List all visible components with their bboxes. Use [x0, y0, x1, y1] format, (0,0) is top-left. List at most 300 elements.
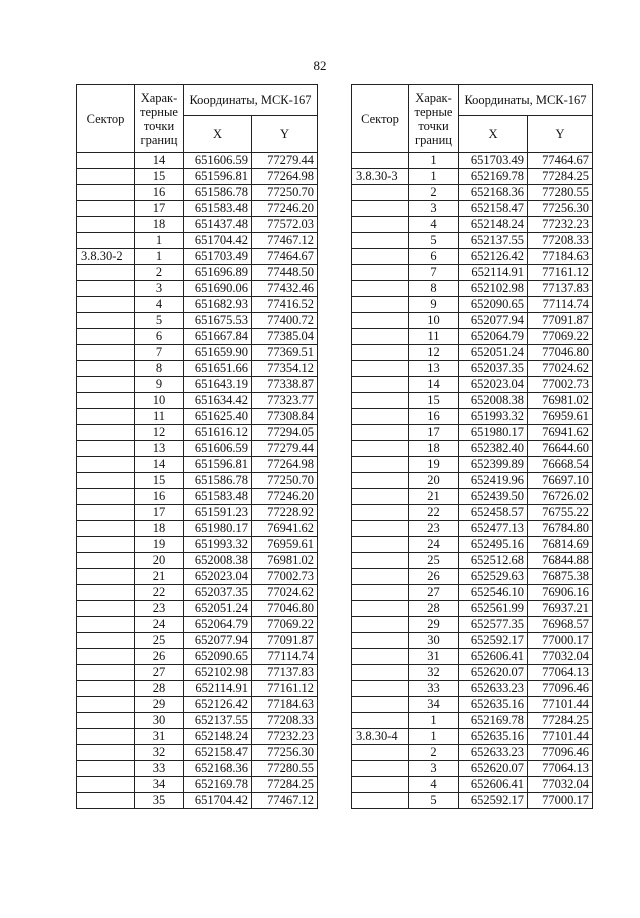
point-number-cell: 15 [135, 473, 184, 489]
sector-cell [352, 569, 409, 585]
x-coordinate-cell: 652477.13 [459, 521, 528, 537]
x-coordinate-cell: 652635.16 [459, 729, 528, 745]
x-coordinate-cell: 652495.16 [459, 537, 528, 553]
point-number-cell: 15 [409, 393, 459, 409]
table-row [352, 521, 593, 537]
point-number-cell: 27 [135, 665, 184, 681]
sector-cell [77, 201, 135, 217]
point-number-cell: 20 [135, 553, 184, 569]
y-coordinate-cell: 76941.62 [528, 425, 593, 441]
sector-cell: 3.8.30-4 [352, 729, 409, 745]
x-coordinate-cell: 652137.55 [459, 233, 528, 249]
sector-cell [77, 345, 135, 361]
point-number-cell: 25 [135, 633, 184, 649]
table-row [352, 697, 593, 713]
x-coordinate-cell: 651675.53 [184, 313, 252, 329]
x-coordinate-cell: 651583.48 [184, 489, 252, 505]
y-coordinate-cell: 77284.25 [528, 169, 593, 185]
y-coordinate-cell: 77137.83 [252, 665, 318, 681]
table-row [77, 345, 318, 361]
point-number-cell: 27 [409, 585, 459, 601]
sector-cell [352, 617, 409, 633]
point-number-cell: 16 [409, 409, 459, 425]
sector-cell [352, 489, 409, 505]
table-row [77, 681, 318, 697]
x-coordinate-cell: 651659.90 [184, 345, 252, 361]
sector-cell [352, 265, 409, 281]
table-row [352, 745, 593, 761]
y-coordinate-cell: 77101.44 [528, 729, 593, 745]
sector-cell [77, 265, 135, 281]
sector-cell [352, 761, 409, 777]
sector-cell [77, 585, 135, 601]
point-number-cell: 7 [135, 345, 184, 361]
point-number-cell: 30 [409, 633, 459, 649]
table-row [352, 601, 593, 617]
sector-cell [77, 329, 135, 345]
point-number-cell: 2 [409, 745, 459, 761]
point-number-cell: 1 [135, 249, 184, 265]
point-number-cell: 31 [409, 649, 459, 665]
point-number-cell: 18 [135, 521, 184, 537]
y-coordinate-cell: 77246.20 [252, 489, 318, 505]
table-row [352, 233, 593, 249]
x-coordinate-cell: 652023.04 [459, 377, 528, 393]
sector-cell [352, 457, 409, 473]
coordinates-table-right [351, 84, 593, 809]
y-coordinate-cell: 76644.60 [528, 441, 593, 457]
sector-cell [77, 185, 135, 201]
y-coordinate-cell: 77354.12 [252, 361, 318, 377]
point-number-cell: 2 [135, 265, 184, 281]
y-coordinate-cell: 77464.67 [528, 153, 593, 169]
y-coordinate-cell: 77114.74 [252, 649, 318, 665]
sector-cell [352, 553, 409, 569]
sector-cell [77, 569, 135, 585]
point-number-cell: 9 [135, 377, 184, 393]
sector-cell [77, 217, 135, 233]
table-row [77, 633, 318, 649]
x-coordinate-cell: 652077.94 [459, 313, 528, 329]
point-number-cell: 10 [409, 313, 459, 329]
x-coordinate-cell: 652090.65 [459, 297, 528, 313]
point-number-cell: 25 [409, 553, 459, 569]
x-coordinate-cell: 651696.89 [184, 265, 252, 281]
sector-cell [77, 777, 135, 793]
sector-cell [77, 153, 135, 169]
y-coordinate-cell: 76755.22 [528, 505, 593, 521]
y-coordinate-cell: 77400.72 [252, 313, 318, 329]
table-row [77, 265, 318, 281]
x-coordinate-cell: 651591.23 [184, 505, 252, 521]
point-number-cell: 34 [409, 697, 459, 713]
sector-cell [352, 249, 409, 265]
sector-cell [352, 665, 409, 681]
x-coordinate-cell: 652051.24 [459, 345, 528, 361]
x-coordinate-cell: 651586.78 [184, 473, 252, 489]
table-row [77, 521, 318, 537]
point-number-cell: 17 [135, 505, 184, 521]
sector-cell [77, 361, 135, 377]
sector-cell [77, 649, 135, 665]
y-coordinate-cell: 77024.62 [252, 585, 318, 601]
sector-cell [352, 201, 409, 217]
y-coordinate-cell: 77208.33 [528, 233, 593, 249]
y-coordinate-cell: 77284.25 [528, 713, 593, 729]
y-coordinate-cell: 77232.23 [528, 217, 593, 233]
y-coordinate-cell: 77096.46 [528, 745, 593, 761]
header-coords: Координаты, МСК-167 [184, 85, 318, 116]
x-coordinate-cell: 652561.99 [459, 601, 528, 617]
header-sector: Сектор [352, 85, 409, 153]
x-coordinate-cell: 652620.07 [459, 665, 528, 681]
x-coordinate-cell: 651606.59 [184, 441, 252, 457]
point-number-cell: 30 [135, 713, 184, 729]
x-coordinate-cell: 651980.17 [184, 521, 252, 537]
point-number-cell: 6 [409, 249, 459, 265]
y-coordinate-cell: 77338.87 [252, 377, 318, 393]
y-coordinate-cell: 77032.04 [528, 777, 593, 793]
sector-cell [352, 313, 409, 329]
x-coordinate-cell: 651703.49 [184, 249, 252, 265]
table-row [352, 617, 593, 633]
point-number-cell: 6 [135, 329, 184, 345]
table-row [77, 361, 318, 377]
y-coordinate-cell: 77064.13 [528, 761, 593, 777]
point-number-cell: 26 [135, 649, 184, 665]
x-coordinate-cell: 652592.17 [459, 793, 528, 809]
point-number-cell: 13 [135, 441, 184, 457]
y-coordinate-cell: 77250.70 [252, 473, 318, 489]
y-coordinate-cell: 76697.10 [528, 473, 593, 489]
point-number-cell: 3 [135, 281, 184, 297]
y-coordinate-cell: 77032.04 [528, 649, 593, 665]
table-row [77, 185, 318, 201]
sector-cell [352, 713, 409, 729]
x-coordinate-cell: 651583.48 [184, 201, 252, 217]
y-coordinate-cell: 76906.16 [528, 585, 593, 601]
sector-cell [352, 441, 409, 457]
point-number-cell: 19 [409, 457, 459, 473]
table-row [77, 473, 318, 489]
y-coordinate-cell: 77448.50 [252, 265, 318, 281]
table-row [352, 153, 593, 169]
point-number-cell: 3 [409, 761, 459, 777]
table-row [77, 377, 318, 393]
point-number-cell: 28 [409, 601, 459, 617]
sector-cell [352, 345, 409, 361]
point-number-cell: 23 [409, 521, 459, 537]
point-number-cell: 5 [135, 313, 184, 329]
sector-cell [77, 409, 135, 425]
point-number-cell: 23 [135, 601, 184, 617]
sector-cell [77, 793, 135, 809]
point-number-cell: 20 [409, 473, 459, 489]
x-coordinate-cell: 652399.89 [459, 457, 528, 473]
sector-cell [352, 745, 409, 761]
y-coordinate-cell: 77308.84 [252, 409, 318, 425]
sector-cell [77, 425, 135, 441]
point-number-cell: 16 [135, 185, 184, 201]
y-coordinate-cell: 77024.62 [528, 361, 593, 377]
point-number-cell: 5 [409, 233, 459, 249]
y-coordinate-cell: 77069.22 [252, 617, 318, 633]
x-coordinate-cell: 652008.38 [184, 553, 252, 569]
x-coordinate-cell: 651625.40 [184, 409, 252, 425]
x-coordinate-cell: 652077.94 [184, 633, 252, 649]
sector-cell: 3.8.30-3 [352, 169, 409, 185]
point-number-cell: 32 [409, 665, 459, 681]
table-body [352, 153, 593, 809]
y-coordinate-cell: 77002.73 [528, 377, 593, 393]
point-number-cell: 4 [409, 217, 459, 233]
table-row [77, 233, 318, 249]
x-coordinate-cell: 652169.78 [184, 777, 252, 793]
table-row [77, 777, 318, 793]
sector-cell [77, 697, 135, 713]
point-number-cell: 33 [409, 681, 459, 697]
sector-cell [77, 601, 135, 617]
point-number-cell: 29 [135, 697, 184, 713]
y-coordinate-cell: 77000.17 [528, 793, 593, 809]
point-number-cell: 19 [135, 537, 184, 553]
x-coordinate-cell: 652439.50 [459, 489, 528, 505]
sector-cell [77, 489, 135, 505]
table-row [352, 281, 593, 297]
x-coordinate-cell: 652037.35 [184, 585, 252, 601]
page-number: 82 [313, 58, 327, 73]
y-coordinate-cell: 77464.67 [252, 249, 318, 265]
table-row [352, 169, 593, 185]
sector-cell [77, 297, 135, 313]
x-coordinate-cell: 652577.35 [459, 617, 528, 633]
point-number-cell: 35 [135, 793, 184, 809]
x-coordinate-cell: 652635.16 [459, 697, 528, 713]
y-coordinate-cell: 77069.22 [528, 329, 593, 345]
header-point: Харак-терные точки границ [135, 85, 184, 153]
y-coordinate-cell: 76959.61 [252, 537, 318, 553]
x-coordinate-cell: 651651.66 [184, 361, 252, 377]
y-coordinate-cell: 77250.70 [252, 185, 318, 201]
y-coordinate-cell: 77264.98 [252, 169, 318, 185]
x-coordinate-cell: 652169.78 [459, 713, 528, 729]
sector-cell [352, 393, 409, 409]
y-coordinate-cell: 77246.20 [252, 201, 318, 217]
table-row [352, 409, 593, 425]
table-row [352, 201, 593, 217]
x-coordinate-cell: 652148.24 [459, 217, 528, 233]
table-row [77, 601, 318, 617]
x-coordinate-cell: 652064.79 [459, 329, 528, 345]
table-row [352, 377, 593, 393]
y-coordinate-cell: 77161.12 [252, 681, 318, 697]
table-row [77, 761, 318, 777]
sector-cell [352, 601, 409, 617]
y-coordinate-cell: 77256.30 [252, 745, 318, 761]
table-row [352, 297, 593, 313]
point-number-cell: 14 [135, 153, 184, 169]
y-coordinate-cell: 77137.83 [528, 281, 593, 297]
x-coordinate-cell: 652137.55 [184, 713, 252, 729]
table-row [77, 665, 318, 681]
sector-cell [352, 361, 409, 377]
point-number-cell: 1 [409, 713, 459, 729]
point-number-cell: 16 [135, 489, 184, 505]
table-row [77, 217, 318, 233]
y-coordinate-cell: 77280.55 [528, 185, 593, 201]
table-row [352, 265, 593, 281]
point-number-cell: 11 [135, 409, 184, 425]
x-coordinate-cell: 651682.93 [184, 297, 252, 313]
table-row [352, 489, 593, 505]
y-coordinate-cell: 76814.69 [528, 537, 593, 553]
table-row [352, 761, 593, 777]
table-row [352, 665, 593, 681]
point-number-cell: 17 [409, 425, 459, 441]
x-coordinate-cell: 652114.91 [459, 265, 528, 281]
y-coordinate-cell: 77208.33 [252, 713, 318, 729]
table-row [77, 505, 318, 521]
point-number-cell: 13 [409, 361, 459, 377]
point-number-cell: 34 [135, 777, 184, 793]
y-coordinate-cell: 77161.12 [528, 265, 593, 281]
sector-cell [352, 585, 409, 601]
point-number-cell: 1 [409, 169, 459, 185]
y-coordinate-cell: 76937.21 [528, 601, 593, 617]
x-coordinate-cell: 651667.84 [184, 329, 252, 345]
sector-cell [352, 153, 409, 169]
table-body [77, 153, 318, 809]
point-number-cell: 8 [135, 361, 184, 377]
table-row [352, 329, 593, 345]
table-row [77, 569, 318, 585]
sector-cell [352, 649, 409, 665]
point-number-cell: 1 [409, 729, 459, 745]
x-coordinate-cell: 651704.42 [184, 793, 252, 809]
sector-cell [352, 793, 409, 809]
y-coordinate-cell: 77184.63 [252, 697, 318, 713]
point-number-cell: 14 [409, 377, 459, 393]
point-number-cell: 18 [135, 217, 184, 233]
y-coordinate-cell: 77369.51 [252, 345, 318, 361]
x-coordinate-cell: 652037.35 [459, 361, 528, 377]
point-number-cell: 24 [409, 537, 459, 553]
table-row [352, 441, 593, 457]
x-coordinate-cell: 652102.98 [184, 665, 252, 681]
point-number-cell: 1 [135, 233, 184, 249]
x-coordinate-cell: 651596.81 [184, 457, 252, 473]
table-row [77, 393, 318, 409]
x-coordinate-cell: 652148.24 [184, 729, 252, 745]
header-point: Харак-терные точки границ [409, 85, 459, 153]
x-coordinate-cell: 652023.04 [184, 569, 252, 585]
x-coordinate-cell: 652419.96 [459, 473, 528, 489]
table-row [77, 169, 318, 185]
sector-cell [352, 633, 409, 649]
coordinates-table-left [76, 84, 318, 809]
table-row [77, 617, 318, 633]
point-number-cell: 9 [409, 297, 459, 313]
table-row [77, 201, 318, 217]
point-number-cell: 24 [135, 617, 184, 633]
point-number-cell: 4 [135, 297, 184, 313]
x-coordinate-cell: 652512.68 [459, 553, 528, 569]
sector-cell [352, 297, 409, 313]
table-row [352, 569, 593, 585]
table-row [352, 473, 593, 489]
sector-cell [77, 313, 135, 329]
y-coordinate-cell: 77264.98 [252, 457, 318, 473]
table-row [352, 457, 593, 473]
y-coordinate-cell: 77294.05 [252, 425, 318, 441]
x-coordinate-cell: 651704.42 [184, 233, 252, 249]
sector-cell [352, 777, 409, 793]
table-row [77, 713, 318, 729]
point-number-cell: 8 [409, 281, 459, 297]
y-coordinate-cell: 77091.87 [252, 633, 318, 649]
y-coordinate-cell: 76726.02 [528, 489, 593, 505]
point-number-cell: 11 [409, 329, 459, 345]
table-row [352, 537, 593, 553]
sector-cell: 3.8.30-2 [77, 249, 135, 265]
point-number-cell: 4 [409, 777, 459, 793]
sector-cell [352, 425, 409, 441]
x-coordinate-cell: 652090.65 [184, 649, 252, 665]
y-coordinate-cell: 77323.77 [252, 393, 318, 409]
table-row [77, 697, 318, 713]
table-row [77, 457, 318, 473]
x-coordinate-cell: 652168.36 [459, 185, 528, 201]
x-coordinate-cell: 652546.10 [459, 585, 528, 601]
point-number-cell: 7 [409, 265, 459, 281]
sector-cell [352, 473, 409, 489]
y-coordinate-cell: 77000.17 [528, 633, 593, 649]
point-number-cell: 12 [135, 425, 184, 441]
sector-cell [77, 665, 135, 681]
y-coordinate-cell: 77467.12 [252, 793, 318, 809]
point-number-cell: 21 [135, 569, 184, 585]
point-number-cell: 22 [135, 585, 184, 601]
x-coordinate-cell: 652458.57 [459, 505, 528, 521]
table-row [77, 425, 318, 441]
y-coordinate-cell: 76875.38 [528, 569, 593, 585]
table-row [352, 633, 593, 649]
sector-cell [352, 217, 409, 233]
x-coordinate-cell: 652114.91 [184, 681, 252, 697]
y-coordinate-cell: 77232.23 [252, 729, 318, 745]
point-number-cell: 31 [135, 729, 184, 745]
point-number-cell: 22 [409, 505, 459, 521]
x-coordinate-cell: 651690.06 [184, 281, 252, 297]
point-number-cell: 28 [135, 681, 184, 697]
table-row [77, 649, 318, 665]
y-coordinate-cell: 77572.03 [252, 217, 318, 233]
x-coordinate-cell: 652126.42 [459, 249, 528, 265]
header-coords: Координаты, МСК-167 [459, 85, 593, 116]
table-row [352, 345, 593, 361]
x-coordinate-cell: 651606.59 [184, 153, 252, 169]
sector-cell [77, 633, 135, 649]
y-coordinate-cell: 77284.25 [252, 777, 318, 793]
table-row [352, 505, 593, 521]
table-row [77, 313, 318, 329]
x-coordinate-cell: 652633.23 [459, 681, 528, 697]
point-number-cell: 32 [135, 745, 184, 761]
y-coordinate-cell: 77279.44 [252, 153, 318, 169]
sector-cell [352, 681, 409, 697]
table-row [77, 553, 318, 569]
point-number-cell: 26 [409, 569, 459, 585]
